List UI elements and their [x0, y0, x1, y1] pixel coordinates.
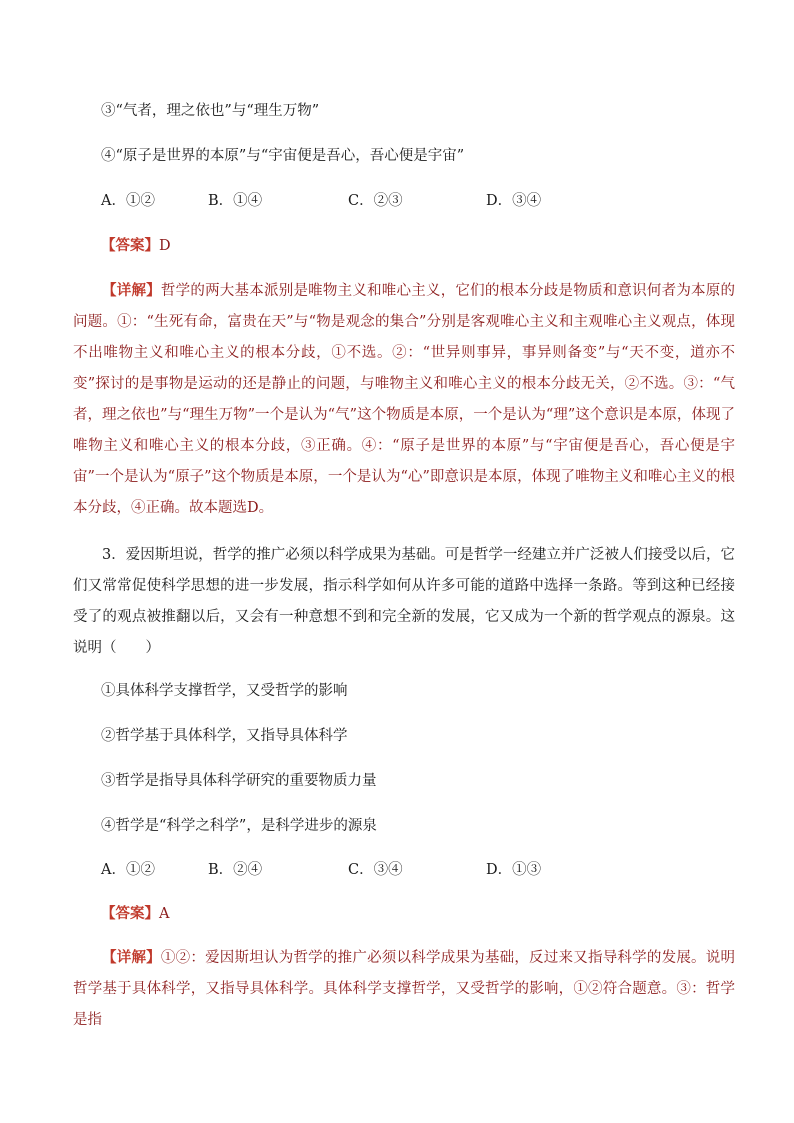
q3-choice-a: A．①② — [101, 862, 155, 878]
q2-choice-b: B．①④ — [208, 193, 263, 209]
q2-choice-a: A．①② — [101, 193, 155, 209]
detail-label: 【详解】 — [102, 949, 161, 966]
q3-detail — [73, 942, 735, 1036]
detail-label: 【详解】 — [102, 282, 161, 299]
q3-choice-d: D．①③ — [486, 862, 542, 878]
q3-option-item-1: ①具体科学支撑哲学，又受哲学的影响 — [101, 683, 348, 699]
answer-value: A — [159, 906, 170, 922]
q3-choice-c: C．③④ — [348, 862, 403, 878]
answer-label: 【答案】 — [101, 905, 159, 922]
q2-option-item-4: ④“原子是世界的本原”与“宇宙便是吾心，吾心便是宇宙” — [101, 148, 465, 164]
q3-answer — [101, 904, 169, 924]
q2-choice-c: C．②③ — [348, 193, 403, 209]
answer-value: D — [159, 238, 171, 254]
q2-option-item-3: ③“气者，理之依也”与“理生万物” — [101, 103, 320, 119]
answer-label: 【答案】 — [101, 237, 159, 254]
q2-detail — [73, 275, 735, 524]
detail-text: 哲学的两大基本派别是唯物主义和唯心主义，它们的根本分歧是物质和意识何者为本原的问题。①：“生死有命，富贵在天”与“物是观念的集合”分别是客观唯心主义和主观唯心主义观点，体现不出唯物主义和唯心主义的根本分歧，①不选。②：“世异则事异，事异则备变”与“天不变，道亦不变”探讨的是事物是运动的还是静止的问题，与唯物主义和唯心主义的根本分歧无关，②不选。③：“气者，理之依也”与“理生万物”一个是认为“气”这个物质是本原，一个是认为“理”这个意识是本原，体现了唯物主义和唯心主义的根本分歧，③正确。④：“原子是世界的本原”与“宇宙便是吾心，吾心便是宇宙”一个是认为“原子”这个物质是本原，一个是认为“心”即意识是本原，体现了唯物主义和唯心主义的根本分歧，④正确。故本题选D。 — [73, 283, 735, 516]
q2-answer — [101, 236, 171, 256]
q3-option-item-2: ②哲学基于具体科学，又指导具体科学 — [101, 728, 348, 744]
q3-option-item-3: ③哲学是指导具体科学研究的重要物质力量 — [101, 773, 377, 789]
q2-choice-d: D．③④ — [486, 193, 542, 209]
q3-stem: 3．爱因斯坦说，哲学的推广必须以科学成果为基础。可是哲学一经建立并广泛被人们接受以后，它们又常常促使科学思想的进一步发展，指示科学如何从许多可能的道路中选择一条路。等到这种已经接受了的观点被推翻以后，又会有一种意想不到和完全新的发展，它又成为一个新的哲学观点的源泉。这说明（ ） — [73, 547, 735, 656]
q3-option-item-4: ④哲学是“科学之科学”，是科学进步的源泉 — [101, 818, 377, 834]
detail-text: ①②：爱因斯坦认为哲学的推广必须以科学成果为基础，反过来又指导科学的发展。说明哲学基于具体科学，又指导具体科学。具体科学支撑哲学，又受哲学的影响，①②符合题意。③：哲学是指 — [73, 950, 735, 1028]
q3-choice-b: B．②④ — [208, 862, 263, 878]
